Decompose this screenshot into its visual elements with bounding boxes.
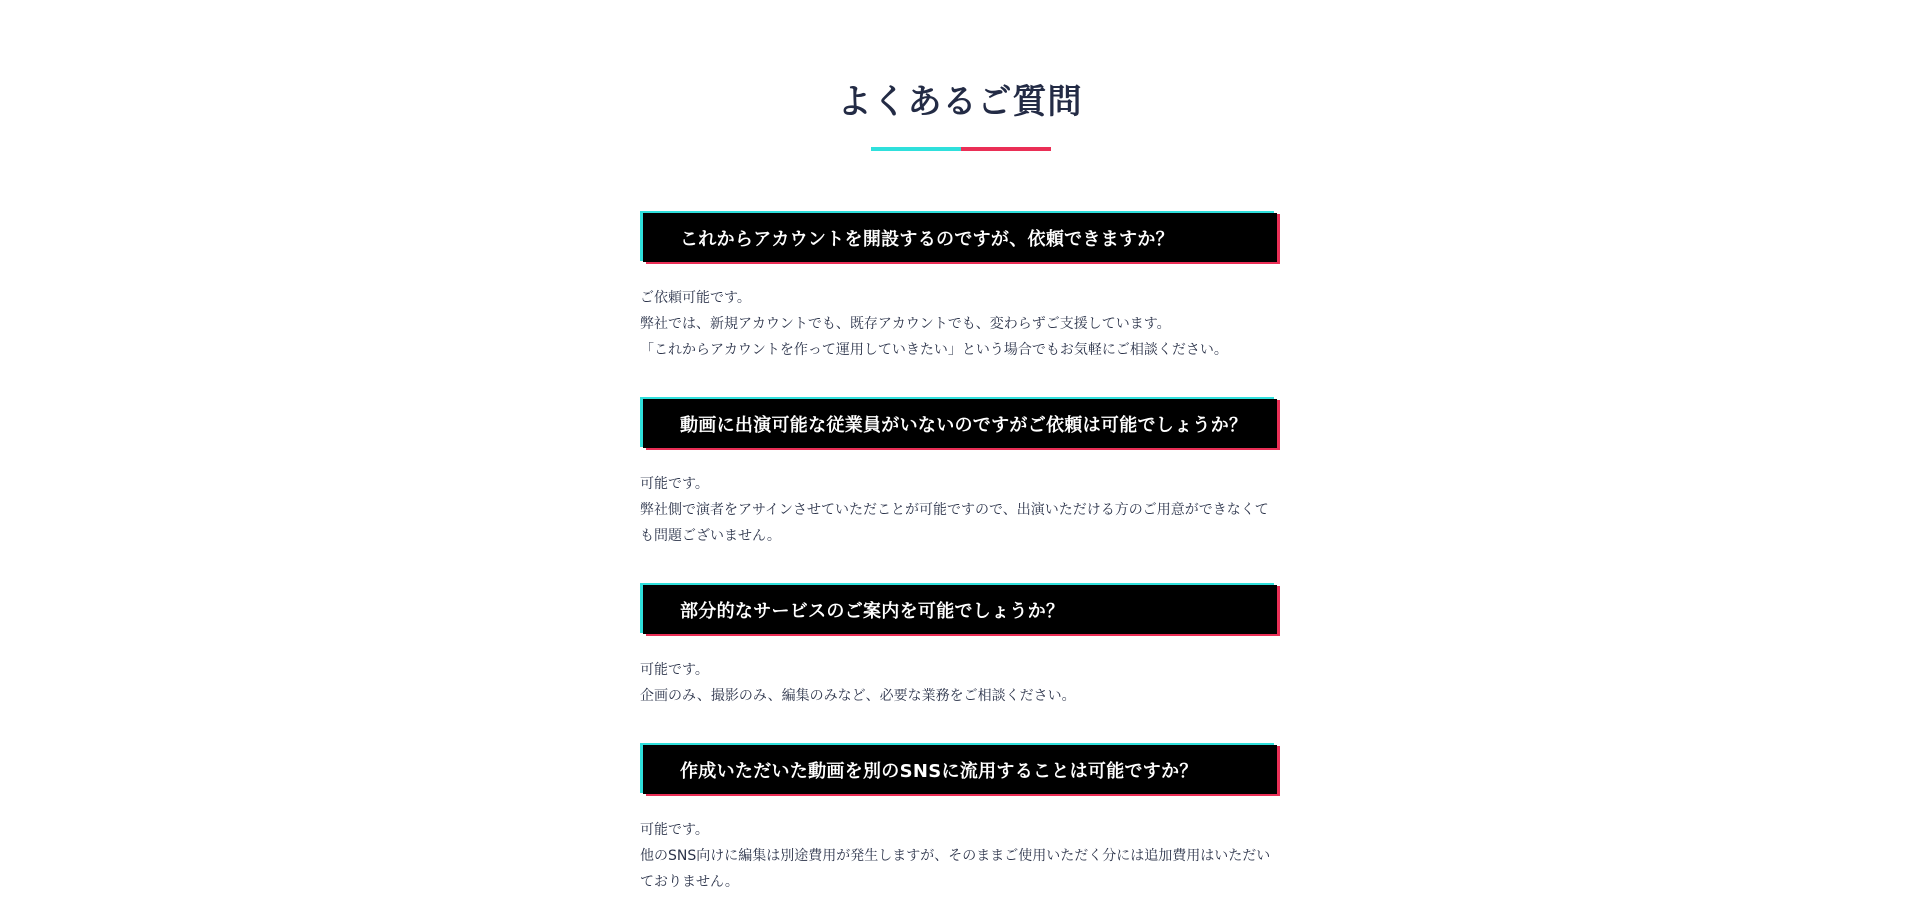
answer-line: 可能です。 <box>640 662 709 678</box>
question-inner <box>643 585 1277 634</box>
faq-question-box[interactable] <box>640 743 1280 796</box>
page-title: よくあるご質問 <box>837 82 1083 122</box>
answer-line: ご依頼可能です。 <box>640 290 751 306</box>
question-inner <box>643 213 1277 262</box>
faq-question-box[interactable] <box>640 397 1280 450</box>
answer-line: ておりません。 <box>640 874 739 890</box>
faq-answer <box>640 817 1280 895</box>
question-inner <box>643 399 1277 448</box>
underline-cyan-segment <box>871 147 961 151</box>
question-inner <box>643 745 1277 794</box>
faq-answer <box>640 657 1280 709</box>
answer-line: 他のSNS向けに編集は別途費用が発生しますが、そのままご使用いただく分には追加費用はいただい <box>640 848 1271 864</box>
faq-question-box[interactable] <box>640 583 1280 636</box>
faq-question: これからアカウントを開設するのですが、依頼できますか？ <box>680 228 1174 250</box>
title-underline <box>871 147 1051 151</box>
faq-question: 動画に出演可能な従業員がいないのですがご依頼は可能でしょうか？ <box>680 414 1248 436</box>
answer-line: も問題ございません。 <box>640 528 781 544</box>
answer-line: 可能です。 <box>640 476 709 492</box>
faq-item <box>640 583 1280 709</box>
answer-line: 企画のみ、撮影のみ、編集のみなど、必要な業務をご相談ください。 <box>640 688 1076 704</box>
faq-item <box>640 211 1280 363</box>
faq-answer <box>640 471 1280 549</box>
faq-question: 作成いただいた動画を別のSNSに流用することは可能ですか？ <box>680 760 1198 782</box>
faq-question-box[interactable] <box>640 211 1280 264</box>
answer-line: 可能です。 <box>640 822 709 838</box>
faq-item <box>640 397 1280 549</box>
answer-line: 弊社では、新規アカウントでも、既存アカウントでも、変わらずご支援しています。 <box>640 316 1171 332</box>
faq-question: 部分的なサービスのご案内を可能でしょうか？ <box>680 600 1065 622</box>
underline-red-segment <box>961 147 1051 151</box>
faq-answer <box>640 285 1280 363</box>
faq-item <box>640 743 1280 895</box>
answer-line: 「これからアカウントを作って運用していきたい」という場合でもお気軽にご相談ください。 <box>640 342 1228 358</box>
answer-line: 弊社側で演者をアサインさせていただことが可能ですので、出演いただける方のご用意ができなくて <box>640 502 1269 518</box>
